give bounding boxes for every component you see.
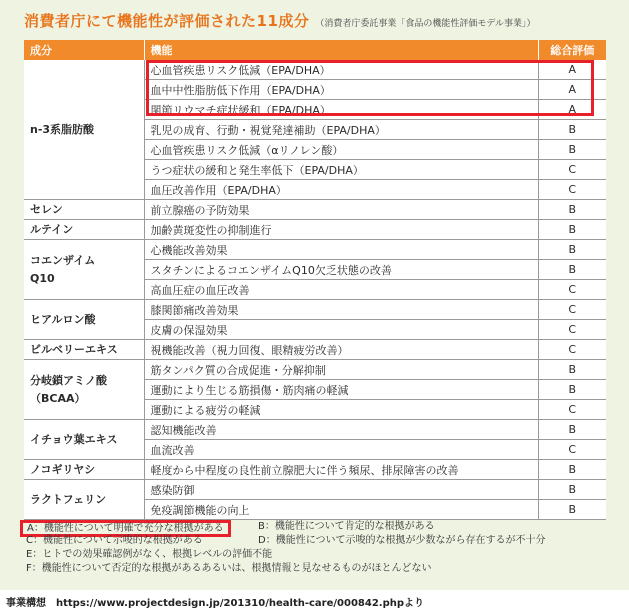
rating-cell: B [538, 260, 606, 280]
legend-c: C：機能性について示唆的な根拠がある [26, 535, 203, 546]
ingredient-cell: セレン [24, 200, 144, 220]
function-cell: 血流改善 [144, 440, 538, 460]
table-row [24, 360, 606, 380]
rating-cell: B [538, 380, 606, 400]
function-cell: 膝関節痛改善効果 [144, 300, 538, 320]
rating-cell: A [538, 80, 606, 100]
function-cell: 視機能改善（視力回復、眼精疲労改善） [144, 340, 538, 360]
rating-cell: B [538, 500, 606, 520]
table-row [24, 340, 606, 360]
ingredient-cell: ラクトフェリン [24, 480, 144, 520]
legend-a: A：機能性について明確で充分な根拠がある [20, 520, 231, 537]
ingredient-cell: 分岐鎖アミノ酸 （BCAA） [24, 360, 144, 420]
header-function: 機能 [144, 40, 538, 60]
title-text: 消費者庁にて機能性が評価された11成分 [24, 12, 310, 30]
page-title [24, 10, 535, 31]
rating-cell: C [538, 440, 606, 460]
table-row [24, 480, 606, 500]
rating-cell: B [538, 420, 606, 440]
ingredient-cell: イチョウ葉エキス [24, 420, 144, 460]
function-cell: 心機能改善効果 [144, 240, 538, 260]
rating-cell: B [538, 120, 606, 140]
title-note: （消費者庁委託事業「食品の機能性評価モデル事業」） [315, 19, 536, 29]
ingredient-cell: ヒアルロン酸 [24, 300, 144, 340]
function-cell: 皮膚の保湿効果 [144, 320, 538, 340]
header-rating: 総合評価 [538, 40, 606, 60]
function-cell: スタチンによるコエンザイムQ10欠乏状態の改善 [144, 260, 538, 280]
rating-cell: C [538, 180, 606, 200]
rating-cell: A [538, 60, 606, 80]
rating-cell: C [538, 160, 606, 180]
table-row [24, 300, 606, 320]
legend-b: B：機能性について肯定的な根拠がある [258, 521, 435, 532]
rating-cell: B [538, 460, 606, 480]
ingredient-cell: ノコギリヤシ [24, 460, 144, 480]
function-cell: 認知機能改善 [144, 420, 538, 440]
ingredient-cell: ルテイン [24, 220, 144, 240]
function-cell: 軽度から中程度の良性前立腺肥大に伴う頻尿、排尿障害の改善 [144, 460, 538, 480]
function-cell: 感染防御 [144, 480, 538, 500]
rating-cell: C [538, 320, 606, 340]
legend-f: F：機能性について否定的な根拠があるあるいは、根拠情報と見なせるものがほとんどない [26, 563, 432, 574]
rating-cell: B [538, 200, 606, 220]
rating-cell: C [538, 340, 606, 360]
function-cell: 心血管疾患リスク低減（αリノレン酸） [144, 140, 538, 160]
ingredient-cell: n-3系脂肪酸 [24, 60, 144, 200]
rating-cell: C [538, 280, 606, 300]
function-cell: うつ症状の緩和と発生率低下（EPA/DHA） [144, 160, 538, 180]
ingredient-cell: コエンザイム Q10 [24, 240, 144, 300]
highlight-box-a-ratings [146, 60, 594, 116]
rating-cell: B [538, 140, 606, 160]
function-cell: 関節リウマチ症状緩和（EPA/DHA） [144, 100, 538, 120]
table-body [24, 60, 606, 520]
rating-cell: C [538, 300, 606, 320]
rating-cell: B [538, 220, 606, 240]
table-row [24, 220, 606, 240]
ingredient-cell: ビルベリーエキス [24, 340, 144, 360]
rating-cell: C [538, 400, 606, 420]
table-row [24, 420, 606, 440]
header-ingredient: 成分 [24, 40, 144, 60]
function-cell: 血中中性脂肪低下作用（EPA/DHA） [144, 80, 538, 100]
rating-cell: B [538, 240, 606, 260]
legend-e: E：ヒトでの効果確認例がなく、根拠レベルの評価不能 [26, 549, 273, 560]
function-cell: 運動による疲労の軽減 [144, 400, 538, 420]
table-header-row [24, 40, 606, 60]
rating-cell: A [538, 100, 606, 120]
table-row [24, 240, 606, 260]
rating-cell: B [538, 360, 606, 380]
table-row [24, 460, 606, 480]
function-cell: 免疫調節機能の向上 [144, 500, 538, 520]
function-cell: 高血圧症の血圧改善 [144, 280, 538, 300]
table-row [24, 200, 606, 220]
source-credit: 事業構想 https://www.projectdesign.jp/201310/health-care/000842.phpより [6, 598, 425, 609]
function-cell: 前立腺癌の予防効果 [144, 200, 538, 220]
function-cell: 心血管疾患リスク低減（EPA/DHA） [144, 60, 538, 80]
function-cell: 血圧改善作用（EPA/DHA） [144, 180, 538, 200]
legend [26, 520, 546, 576]
function-cell: 運動により生じる筋損傷・筋肉痛の軽減 [144, 380, 538, 400]
legend-d: D：機能性について示唆的な根拠が少数ながら存在するが不十分 [258, 535, 546, 546]
rating-cell: B [538, 480, 606, 500]
function-cell: 筋タンパク質の合成促進・分解抑制 [144, 360, 538, 380]
function-cell: 加齢黄斑変性の抑制進行 [144, 220, 538, 240]
function-cell: 乳児の成育、行動・視覚発達補助（EPA/DHA） [144, 120, 538, 140]
